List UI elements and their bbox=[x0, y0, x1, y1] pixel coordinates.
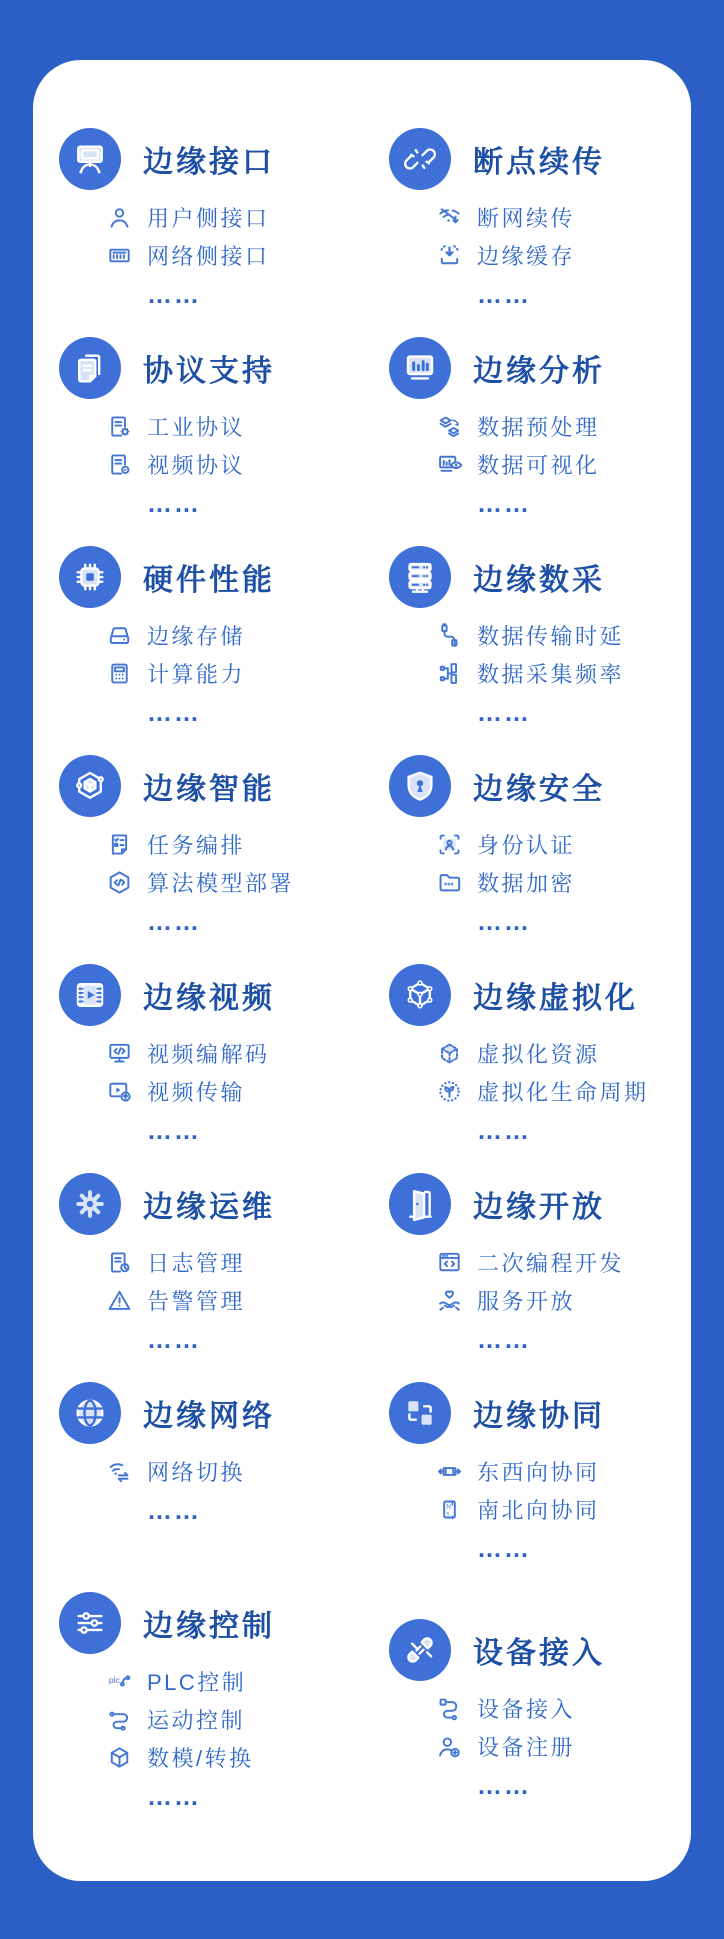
item-secondary-programming bbox=[435, 1243, 689, 1281]
item-service-openness bbox=[435, 1281, 689, 1319]
item-plc-control bbox=[105, 1662, 369, 1700]
user-icon bbox=[105, 203, 134, 232]
item-label: 任务编排 bbox=[147, 832, 246, 858]
ellipsis-text: …… bbox=[147, 1496, 201, 1525]
category-edge-network bbox=[59, 1382, 369, 1532]
category-title: 边缘网络 bbox=[143, 1400, 275, 1433]
category-edge-intelligence bbox=[59, 755, 369, 943]
item-device-registration bbox=[435, 1727, 689, 1765]
video-upload-icon bbox=[105, 1077, 134, 1106]
category-title: 边缘开放 bbox=[473, 1191, 605, 1224]
ellipsis-text: …… bbox=[477, 907, 531, 936]
item-label: 东西向协同 bbox=[477, 1459, 600, 1485]
wifi-off-download-icon bbox=[435, 203, 464, 232]
window-code-icon bbox=[435, 1248, 464, 1277]
category-title: 边缘智能 bbox=[143, 773, 275, 806]
category-edge-collaboration bbox=[389, 1382, 689, 1570]
item-label: 数模/转换 bbox=[147, 1745, 254, 1771]
item-label: 告警管理 bbox=[147, 1288, 246, 1314]
item-label: 二次编程开发 bbox=[477, 1250, 625, 1276]
item-label: 视频传输 bbox=[147, 1079, 246, 1105]
item-label: 虚拟化生命周期 bbox=[477, 1079, 649, 1105]
item-label: 日志管理 bbox=[147, 1250, 246, 1276]
item-label: 设备接入 bbox=[477, 1696, 576, 1722]
plc-icon bbox=[105, 1667, 134, 1696]
item-edge-cache bbox=[435, 236, 689, 274]
cpu-icon bbox=[59, 546, 121, 608]
item-label: 视频协议 bbox=[147, 452, 246, 478]
plug-icon bbox=[389, 1619, 451, 1681]
category-title: 边缘接口 bbox=[143, 146, 275, 179]
chart-eye-icon bbox=[435, 450, 464, 479]
category-protocol-support bbox=[59, 337, 369, 525]
cube-network-icon bbox=[59, 755, 121, 817]
ellipsis-text: …… bbox=[477, 698, 531, 727]
sprout-cycle-icon bbox=[435, 1077, 464, 1106]
category-edge-virtualization bbox=[389, 964, 689, 1152]
item-network-side-interface bbox=[105, 236, 369, 274]
svg-text:N: N bbox=[446, 1503, 451, 1511]
bar-chart-icon bbox=[389, 337, 451, 399]
category-edge-video bbox=[59, 964, 369, 1152]
sliders-icon bbox=[59, 1592, 121, 1654]
document-gear-icon bbox=[105, 412, 134, 441]
calculator-icon bbox=[105, 659, 134, 688]
category-title: 边缘安全 bbox=[473, 773, 605, 806]
ellipsis-text: …… bbox=[477, 1116, 531, 1145]
gear-icon bbox=[59, 1173, 121, 1235]
item-label: 计算能力 bbox=[147, 661, 246, 687]
category-title: 边缘分析 bbox=[473, 355, 605, 388]
item-data-encryption bbox=[435, 863, 689, 901]
item-label: 网络切换 bbox=[147, 1459, 246, 1485]
item-north-south-collaboration bbox=[435, 1490, 689, 1528]
item-label: 算法模型部署 bbox=[147, 870, 295, 896]
item-da-conversion bbox=[105, 1738, 369, 1776]
category-edge-security bbox=[389, 755, 689, 943]
left-column bbox=[59, 128, 369, 1839]
frequency-nodes-icon bbox=[435, 659, 464, 688]
category-title: 边缘虚拟化 bbox=[473, 982, 638, 1015]
category-title: 硬件性能 bbox=[143, 564, 275, 597]
item-label: 数据采集频率 bbox=[477, 661, 625, 687]
ellipsis-text: …… bbox=[147, 1116, 201, 1145]
ellipsis-text: …… bbox=[477, 1534, 531, 1563]
category-edge-interface bbox=[59, 128, 369, 316]
film-play-icon bbox=[59, 964, 121, 1026]
category-edge-data-collection bbox=[389, 546, 689, 734]
ellipsis-text: …… bbox=[147, 280, 201, 309]
item-video-codec bbox=[105, 1034, 369, 1072]
item-motion-control bbox=[105, 1700, 369, 1738]
item-edge-storage bbox=[105, 616, 369, 654]
hexagon-code-icon bbox=[105, 868, 134, 897]
ellipsis-text: …… bbox=[477, 489, 531, 518]
north-south-icon bbox=[435, 1495, 464, 1524]
dashed-cube-icon bbox=[435, 1039, 464, 1068]
item-alert-management bbox=[105, 1281, 369, 1319]
item-data-transmission-latency bbox=[435, 616, 689, 654]
globe-icon bbox=[59, 1382, 121, 1444]
task-checklist-icon bbox=[105, 830, 134, 859]
category-resume-transfer bbox=[389, 128, 689, 316]
item-identity-authentication bbox=[435, 825, 689, 863]
category-title: 断点续传 bbox=[473, 146, 605, 179]
document-clock-icon bbox=[105, 1248, 134, 1277]
item-label: 数据加密 bbox=[477, 870, 576, 896]
item-label: 边缘存储 bbox=[147, 623, 246, 649]
folder-password-icon bbox=[435, 868, 464, 897]
circuit-connector-icon bbox=[435, 1694, 464, 1723]
item-task-orchestration bbox=[105, 825, 369, 863]
item-label: 虚拟化资源 bbox=[477, 1041, 600, 1067]
category-title: 边缘控制 bbox=[143, 1610, 275, 1643]
item-label: 数据传输时延 bbox=[477, 623, 625, 649]
item-label: 数据预处理 bbox=[477, 414, 600, 440]
item-network-switching bbox=[105, 1452, 369, 1490]
item-label: 数据可视化 bbox=[477, 452, 600, 478]
ethernet-port-icon bbox=[105, 241, 134, 270]
server-stack-icon bbox=[389, 546, 451, 608]
item-computing-power bbox=[105, 654, 369, 692]
item-label: PLC控制 bbox=[147, 1669, 247, 1695]
hands-heart-icon bbox=[435, 1286, 464, 1315]
item-user-side-interface bbox=[105, 198, 369, 236]
category-title: 边缘视频 bbox=[143, 982, 275, 1015]
item-video-protocol bbox=[105, 445, 369, 483]
category-title: 边缘数采 bbox=[473, 564, 605, 597]
open-door-icon bbox=[389, 1173, 451, 1235]
item-video-transmission bbox=[105, 1072, 369, 1110]
shield-icon bbox=[389, 755, 451, 817]
document-play-icon bbox=[105, 450, 134, 479]
category-title: 边缘运维 bbox=[143, 1191, 275, 1224]
item-label: 断网续传 bbox=[477, 205, 576, 231]
svg-text:s: s bbox=[446, 1510, 450, 1518]
category-edge-openness bbox=[389, 1173, 689, 1361]
item-network-resume bbox=[435, 198, 689, 236]
category-edge-ops bbox=[59, 1173, 369, 1361]
right-column bbox=[389, 128, 689, 1828]
cache-download-icon bbox=[435, 241, 464, 270]
category-title: 协议支持 bbox=[143, 355, 275, 388]
ellipsis-text: …… bbox=[477, 1771, 531, 1800]
item-algorithm-model-deployment bbox=[105, 863, 369, 901]
item-industrial-protocol bbox=[105, 407, 369, 445]
ellipsis-text: …… bbox=[147, 698, 201, 727]
cube-outline-icon bbox=[105, 1743, 134, 1772]
storage-drive-icon bbox=[105, 621, 134, 650]
ellipsis-text: …… bbox=[477, 1325, 531, 1354]
item-data-visualization bbox=[435, 445, 689, 483]
item-label: 网络侧接口 bbox=[147, 243, 270, 269]
documents-icon bbox=[59, 337, 121, 399]
item-virtualization-lifecycle bbox=[435, 1072, 689, 1110]
item-virtualization-resources bbox=[435, 1034, 689, 1072]
item-device-access bbox=[435, 1689, 689, 1727]
ellipsis-text: …… bbox=[147, 1325, 201, 1354]
ellipsis-text: …… bbox=[147, 1782, 201, 1811]
user-plus-icon bbox=[435, 1732, 464, 1761]
monitor-code-icon bbox=[105, 1039, 134, 1068]
item-label: 设备注册 bbox=[477, 1734, 576, 1760]
category-edge-control bbox=[59, 1592, 369, 1818]
broken-link-icon bbox=[389, 128, 451, 190]
category-device-access bbox=[389, 1619, 689, 1807]
cable-icon bbox=[435, 621, 464, 650]
category-title: 设备接入 bbox=[473, 1637, 605, 1670]
projector-screen-icon bbox=[59, 128, 121, 190]
item-label: 服务开放 bbox=[477, 1288, 576, 1314]
item-label: 南北向协同 bbox=[477, 1497, 600, 1523]
category-title: 边缘协同 bbox=[473, 1400, 605, 1433]
svg-text:plc: plc bbox=[108, 1674, 120, 1685]
svg-text:***: *** bbox=[443, 879, 454, 890]
item-label: 运动控制 bbox=[147, 1707, 246, 1733]
linked-squares-icon bbox=[389, 1382, 451, 1444]
east-west-icon bbox=[435, 1457, 464, 1486]
item-label: 身份认证 bbox=[477, 832, 576, 858]
wireframe-cube-icon bbox=[389, 964, 451, 1026]
face-scan-icon bbox=[435, 830, 464, 859]
ellipsis-text: …… bbox=[147, 489, 201, 518]
item-data-collection-frequency bbox=[435, 654, 689, 692]
item-label: 边缘缓存 bbox=[477, 243, 576, 269]
item-label: 工业协议 bbox=[147, 414, 246, 440]
wifi-swap-icon bbox=[105, 1457, 134, 1486]
motion-path-icon bbox=[105, 1705, 134, 1734]
category-edge-analysis bbox=[389, 337, 689, 525]
feature-card bbox=[33, 60, 691, 1881]
ellipsis-text: …… bbox=[147, 907, 201, 936]
layers-transform-icon bbox=[435, 412, 464, 441]
ellipsis-text: …… bbox=[477, 280, 531, 309]
item-data-preprocessing bbox=[435, 407, 689, 445]
item-log-management bbox=[105, 1243, 369, 1281]
category-hardware-performance bbox=[59, 546, 369, 734]
item-east-west-collaboration bbox=[435, 1452, 689, 1490]
warning-triangle-icon bbox=[105, 1286, 134, 1315]
item-label: 视频编解码 bbox=[147, 1041, 270, 1067]
item-label: 用户侧接口 bbox=[147, 205, 270, 231]
